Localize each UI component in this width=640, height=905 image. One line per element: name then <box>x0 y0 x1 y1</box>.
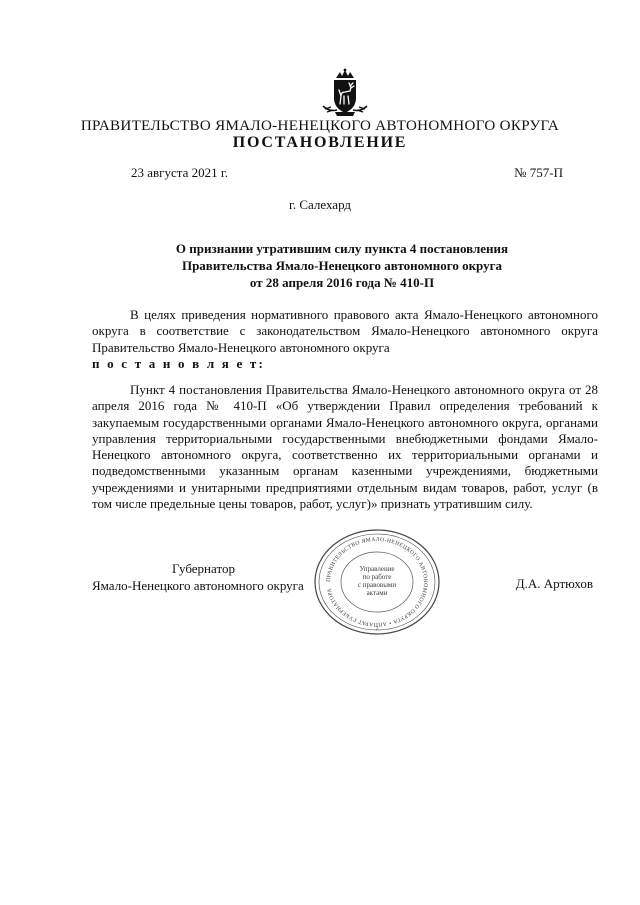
document-date: 23 августа 2021 г. <box>131 165 228 180</box>
title-line-2: Правительства Ямало-Ненецкого автономного округа <box>181 258 503 273</box>
signature-position: Губернатор <box>172 561 235 576</box>
preamble-text: В целях приведения нормативного правового акта Ямало-Ненецкого автономного округа в соответствие с законодательством Ямало-Ненецкого автономного округа Правительство Ямало-Ненецкого автономного округа <box>92 307 598 355</box>
stamp-line-3: с правовыми <box>357 581 397 589</box>
government-name: ПРАВИТЕЛЬСТВО ЯМАЛО-НЕНЕЦКОГО АВТОНОМНОГО ОКРУГА <box>80 118 560 134</box>
document-number: № 757-П <box>514 165 563 180</box>
stamp-line-2: по работе <box>362 573 392 581</box>
document-city: г. Салехард <box>288 197 352 212</box>
paragraph-operative: Пункт 4 постановления Правительства Ямало-Ненецкого автономного округа от 28 апреля 2016 года № 410-П «Об утверждении Правил определения требований к закупаемым государственными органами Ямало-Ненецкого автономного округа, органами управления территориальными государственными внебюджетными фондами Ямало-Ненецкого автономного округа, соответственно их территориальными органами и подведомственными указанным органам казенными учреждениями, бюджетными учреждениями и унитарными предприятиями отдельным видам товаров, работ, услуг (в том числе предельные цены товаров, работ, услуг)» признать утратившим силу. <box>92 382 598 512</box>
resolves-word: п о с т а н о в л я е т: <box>92 355 266 371</box>
document-title <box>120 240 564 291</box>
title-line-3: от 28 апреля 2016 года № 410-П <box>249 275 435 290</box>
stamp-line-1: Управление <box>359 565 395 573</box>
stamp-line-4: актами <box>366 589 388 597</box>
document-type: ПОСТАНОВЛЕНИЕ <box>232 134 408 151</box>
title-line-1: О признании утратившим силу пункта 4 постановления <box>175 241 509 256</box>
coat-of-arms-emblem <box>317 66 373 118</box>
paragraph-preamble <box>92 307 598 372</box>
signature-organization: Ямало-Ненецкого автономного округа <box>92 578 304 593</box>
official-stamp <box>312 528 442 636</box>
signature-name: Д.А. Артюхов <box>515 576 593 591</box>
svg-text:ПРАВИТЕЛЬСТВО ЯМАЛО-НЕНЕЦКОГО: ПРАВИТЕЛЬСТВО ЯМАЛО-НЕНЕЦКОГО АВТОНОМНОГО ОКРУГА • АППАРАТ ГУБЕРНАТОРА <box>325 536 429 628</box>
stamp-number: 2 <box>375 626 379 632</box>
